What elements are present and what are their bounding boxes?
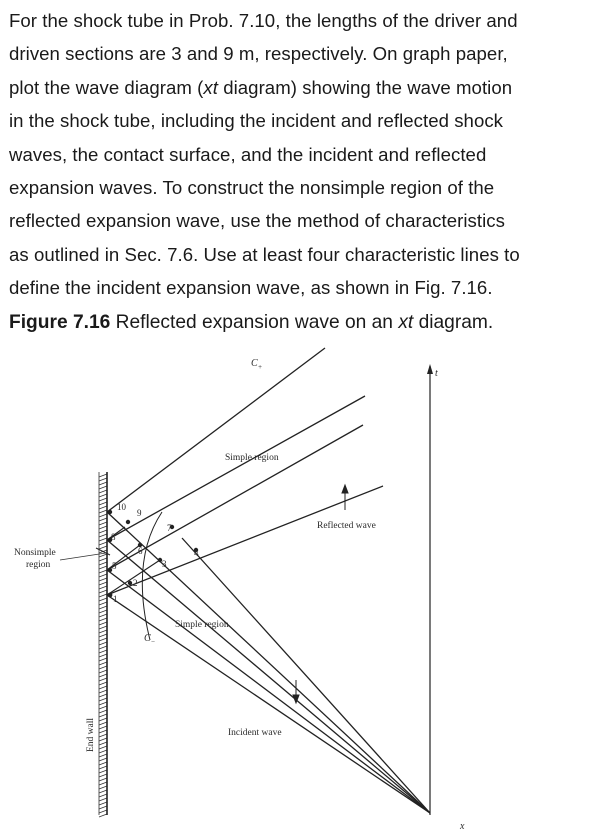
problem-line-3-a: plot the wave diagram ( xyxy=(9,76,204,98)
reflected-expansion-fan xyxy=(107,348,383,595)
figure-caption-text: Reflected expansion wave on an xyxy=(110,312,399,333)
point-number-2: 2 xyxy=(133,578,138,588)
hatch-mark xyxy=(99,814,107,817)
hatch-mark xyxy=(99,630,107,633)
incident-characteristic-2 xyxy=(107,570,430,813)
hatch-mark xyxy=(99,802,107,805)
hatch-mark xyxy=(99,610,107,613)
hatch-mark xyxy=(99,530,107,533)
problem-line-4: in the shock tube, including the incident and reflected shock xyxy=(9,110,504,132)
reflected-wave-label: Reflected wave xyxy=(317,521,376,531)
hatch-mark xyxy=(99,674,107,677)
hatch-mark xyxy=(99,678,107,681)
hatch-mark xyxy=(99,706,107,709)
hatch-mark xyxy=(99,658,107,661)
incident-characteristic-1 xyxy=(107,595,430,813)
hatch-mark xyxy=(99,578,107,581)
hatch-mark xyxy=(99,798,107,801)
hatch-mark xyxy=(99,730,107,733)
end-wall-label: End wall xyxy=(86,717,96,752)
c-plus-label: $C_+$ xyxy=(251,358,263,371)
hatch-mark xyxy=(99,546,107,549)
hatch-mark xyxy=(99,702,107,705)
point-number-6: 6 xyxy=(138,546,143,556)
hatch-mark xyxy=(99,534,107,537)
hatch-mark xyxy=(99,518,107,521)
simple-region-bottom-label: Simple region xyxy=(175,620,229,630)
hatch-mark xyxy=(99,670,107,673)
hatch-mark xyxy=(99,810,107,813)
hatch-mark xyxy=(99,554,107,557)
problem-line-6: expansion waves. To construct the nonsimple region of the xyxy=(9,177,495,199)
hatch-mark xyxy=(99,782,107,785)
hatch-mark xyxy=(99,614,107,617)
hatch-mark xyxy=(99,778,107,781)
hatch-mark xyxy=(99,562,107,565)
point-number-5: 5 xyxy=(112,561,117,571)
hatch-mark xyxy=(99,738,107,741)
hatch-mark xyxy=(99,726,107,729)
point-number-10: 10 xyxy=(117,502,126,512)
hatch-mark xyxy=(99,586,107,589)
hatch-mark xyxy=(99,570,107,573)
hatch-mark xyxy=(99,806,107,809)
problem-line-9: define the incident expansion wave, as shown in Fig. 7.16. xyxy=(9,277,493,299)
hatch-mark xyxy=(99,522,107,525)
hatch-mark xyxy=(99,646,107,649)
hatch-mark xyxy=(99,478,107,481)
reflected-characteristic-3 xyxy=(107,396,365,540)
hatch-mark xyxy=(99,618,107,621)
hatch-mark xyxy=(99,510,107,513)
hatch-mark xyxy=(99,606,107,609)
figure-caption-italic: xt xyxy=(398,312,414,333)
hatch-mark xyxy=(99,750,107,753)
hatch-mark xyxy=(99,598,107,601)
hatch-mark xyxy=(99,774,107,777)
problem-line-5: waves, the contact surface, and the incident and reflected xyxy=(9,143,487,165)
hatch-mark xyxy=(99,542,107,545)
hatch-mark xyxy=(99,686,107,689)
incident-characteristic-5 xyxy=(182,538,430,813)
hatch-mark xyxy=(99,558,107,561)
hatch-mark xyxy=(99,590,107,593)
nonsimple-region-label-1: Nonsimple xyxy=(14,548,56,558)
figure-caption-label: Figure 7.16 xyxy=(9,312,111,333)
hatch-mark xyxy=(99,538,107,541)
hatch-mark xyxy=(99,474,107,477)
simple-region-top-label: Simple region xyxy=(225,453,279,463)
hatch-mark xyxy=(99,642,107,645)
figure-caption-end: diagram. xyxy=(413,312,494,333)
hatch-mark xyxy=(99,758,107,761)
hatch-mark xyxy=(99,770,107,773)
hatch-mark xyxy=(99,714,107,717)
hatch-mark xyxy=(99,666,107,669)
hatch-mark xyxy=(99,574,107,577)
hatch-mark xyxy=(99,502,107,505)
incident-characteristic-4 xyxy=(107,512,430,813)
hatch-mark xyxy=(99,526,107,529)
point-number-8: 8 xyxy=(111,532,116,542)
hatch-mark xyxy=(99,662,107,665)
t-axis-label: t xyxy=(435,368,438,379)
hatch-mark xyxy=(99,762,107,765)
reflected-characteristic-2 xyxy=(107,425,363,570)
hatch-mark xyxy=(99,626,107,629)
hatch-mark xyxy=(99,654,107,657)
reflected-characteristic-4 xyxy=(107,348,325,512)
hatch-mark xyxy=(99,694,107,697)
hatch-mark xyxy=(99,638,107,641)
c-minus-label: $C_-$ xyxy=(144,633,156,646)
hatch-mark xyxy=(99,698,107,701)
hatch-mark xyxy=(99,594,107,597)
hatch-mark xyxy=(99,622,107,625)
nonsimple-region-label-2: region xyxy=(26,560,51,570)
problem-line-3-italic: xt xyxy=(203,76,218,98)
hatch-mark xyxy=(99,566,107,569)
hatch-mark xyxy=(99,746,107,749)
problem-line-2: driven sections are 3 and 9 m, respectively. On graph paper, xyxy=(9,43,508,65)
hatch-mark xyxy=(99,494,107,497)
hatch-mark xyxy=(99,498,107,501)
t-axis-arrow xyxy=(427,364,433,374)
hatch-mark xyxy=(99,482,107,485)
incident-wave-label: Incident wave xyxy=(228,728,282,738)
incident-expansion-fan xyxy=(107,512,430,813)
x-axis-label: x xyxy=(460,821,465,832)
problem-line-1: For the shock tube in Prob. 7.10, the lengths of the driver and xyxy=(9,10,518,31)
hatch-mark xyxy=(99,650,107,653)
hatch-mark xyxy=(99,710,107,713)
hatch-mark xyxy=(99,514,107,517)
point-number-4: 4 xyxy=(194,548,199,558)
hatch-mark xyxy=(99,790,107,793)
wave-arrows xyxy=(96,485,348,703)
hatch-mark xyxy=(99,690,107,693)
incident-characteristic-3 xyxy=(107,540,430,813)
problem-line-3-b: diagram) showing the wave motion xyxy=(218,76,513,98)
point-number-3: 3 xyxy=(162,559,167,569)
problem-line-8: as outlined in Sec. 7.6. Use at least four characteristic lines to xyxy=(9,243,520,265)
point-number-7: 7 xyxy=(167,523,172,533)
hatch-mark xyxy=(99,766,107,769)
problem-line-7: reflected expansion wave, use the method of characteristics xyxy=(9,210,505,232)
end-wall-hatch-marks xyxy=(99,474,107,817)
hatch-mark xyxy=(99,634,107,637)
hatch-mark xyxy=(99,734,107,737)
hatch-mark xyxy=(99,718,107,721)
hatch-mark xyxy=(99,602,107,605)
hatch-mark xyxy=(99,754,107,757)
hatch-mark xyxy=(99,582,107,585)
hatch-mark xyxy=(99,794,107,797)
hatch-mark xyxy=(99,490,107,493)
hatch-mark xyxy=(99,486,107,489)
hatch-mark xyxy=(99,722,107,725)
hatch-mark xyxy=(99,742,107,745)
point-number-1: 1 xyxy=(113,594,118,604)
hatch-mark xyxy=(99,786,107,789)
hatch-mark xyxy=(99,682,107,685)
hatch-mark xyxy=(99,506,107,509)
point-number-9: 9 xyxy=(137,508,142,518)
